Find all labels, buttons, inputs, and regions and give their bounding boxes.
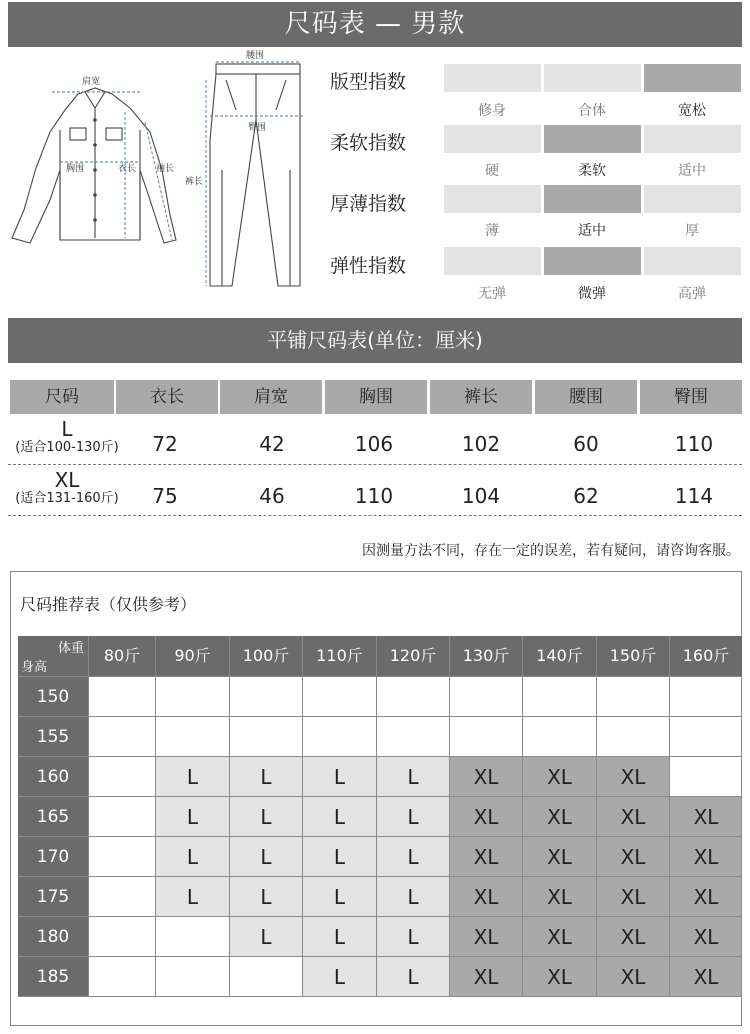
waist-label: 腰围 (246, 51, 265, 61)
size-cell: XL (669, 796, 742, 836)
l-waist: 60 (573, 432, 599, 456)
flat-header-shoulder: 肩宽 (220, 380, 322, 414)
size-cell (376, 676, 449, 716)
soft-index-label: 柔软指数 (330, 132, 407, 154)
size-cell: L (155, 876, 229, 916)
row-divider (8, 515, 742, 516)
size-cell: L (229, 756, 302, 796)
size-cell: XL (596, 796, 669, 836)
soft-bar-2 (544, 125, 641, 153)
length-label: 衣长 (118, 164, 137, 174)
elastic-opt-3: 高弹 (678, 286, 706, 302)
l-hip: 110 (674, 432, 714, 456)
fit-bar-2 (544, 64, 641, 92)
elastic-opt-1: 无弹 (478, 286, 506, 302)
soft-opt-3: 适中 (678, 163, 706, 179)
thick-opt-1: 薄 (485, 223, 499, 239)
grid-right-border (741, 676, 742, 996)
size-cell: XL (669, 916, 742, 956)
elastic-bar-1 (444, 247, 541, 275)
size-cell: XL (449, 756, 522, 796)
size-l-note: (适合100-130斤) (15, 440, 119, 455)
xl-length: 75 (152, 484, 178, 508)
size-cell: L (155, 836, 229, 876)
garment-illustration (0, 50, 320, 300)
height-header: 155 (18, 716, 88, 756)
fit-opt-3: 宽松 (678, 103, 706, 119)
fit-bar-1 (444, 64, 541, 92)
weight-header: 150斤 (596, 636, 669, 676)
size-xl-note: (适合131-160斤) (15, 491, 119, 506)
size-cell (669, 756, 742, 796)
weight-header: 130斤 (449, 636, 522, 676)
l-length: 72 (152, 432, 178, 456)
size-cell: XL (596, 836, 669, 876)
size-cell: XL (596, 916, 669, 956)
size-cell: XL (522, 756, 596, 796)
xl-hip: 114 (674, 484, 714, 508)
size-cell (155, 676, 229, 716)
size-cell (88, 716, 155, 756)
size-cell: XL (596, 956, 669, 996)
size-cell (229, 676, 302, 716)
size-cell (302, 716, 376, 756)
size-cell: L (376, 796, 449, 836)
size-cell: XL (522, 836, 596, 876)
size-cell (88, 676, 155, 716)
size-cell (229, 956, 302, 996)
size-cell (88, 796, 155, 836)
size-cell: L (302, 876, 376, 916)
elastic-bar-3 (644, 247, 741, 275)
corner-weight: 体重 (57, 641, 84, 656)
size-cell: L (376, 876, 449, 916)
size-cell (449, 716, 522, 756)
size-cell: L (302, 836, 376, 876)
thick-opt-3: 厚 (685, 223, 699, 239)
size-cell (88, 956, 155, 996)
size-cell (669, 676, 742, 716)
size-cell: L (376, 836, 449, 876)
size-cell: XL (669, 836, 742, 876)
flat-header-hip: 臀围 (640, 380, 742, 414)
size-cell: XL (449, 836, 522, 876)
height-header: 150 (18, 676, 88, 716)
size-cell: XL (449, 796, 522, 836)
height-header: 165 (18, 796, 88, 836)
weight-header: 140斤 (522, 636, 596, 676)
size-cell: L (302, 956, 376, 996)
size-cell: L (229, 836, 302, 876)
size-cell: L (376, 756, 449, 796)
shoulder-label: 肩宽 (82, 77, 101, 87)
size-cell: XL (449, 876, 522, 916)
height-header: 185 (18, 956, 88, 996)
size-cell (302, 676, 376, 716)
fit-opt-1: 修身 (478, 103, 506, 119)
size-cell (596, 716, 669, 756)
row-divider (8, 464, 742, 465)
weight-header: 110斤 (302, 636, 376, 676)
sleeve-label: 袖长 (156, 164, 175, 174)
size-cell: XL (522, 796, 596, 836)
size-xl-label: XL (54, 468, 80, 492)
size-cell (88, 756, 155, 796)
height-header: 160 (18, 756, 88, 796)
measurement-note: 因测量方法不同，存在一定的误差，若有疑问，请咨询客服。 (362, 543, 740, 559)
thick-bar-1 (444, 185, 541, 213)
elastic-index-label: 弹性指数 (330, 255, 407, 277)
grid-bottom-border (18, 996, 742, 997)
weight-header: 120斤 (376, 636, 449, 676)
size-cell (155, 916, 229, 956)
l-chest: 106 (354, 432, 394, 456)
flat-table-title: 平铺尺码表(单位：厘米) (8, 318, 742, 363)
xl-chest: 110 (354, 484, 394, 508)
weight-header: 160斤 (669, 636, 742, 676)
size-cell: L (302, 796, 376, 836)
size-cell: XL (596, 876, 669, 916)
weight-header: 90斤 (155, 636, 229, 676)
height-header: 170 (18, 836, 88, 876)
flat-header-size: 尺码 (10, 380, 114, 414)
soft-bar-3 (644, 125, 741, 153)
flat-header-pants-length: 裤长 (430, 380, 532, 414)
size-cell: XL (522, 956, 596, 996)
size-cell (88, 836, 155, 876)
fit-opt-2: 合体 (578, 103, 606, 119)
size-cell (155, 956, 229, 996)
size-cell: L (229, 876, 302, 916)
thick-opt-2: 适中 (578, 223, 606, 239)
hip-label: 臀围 (248, 123, 267, 133)
flat-header-chest: 胸围 (325, 380, 427, 414)
size-cell (522, 676, 596, 716)
soft-bar-1 (444, 125, 541, 153)
elastic-opt-2: 微弹 (578, 286, 606, 302)
fit-index-label: 版型指数 (330, 71, 407, 93)
size-cell (88, 876, 155, 916)
flat-header-waist: 腰围 (535, 380, 637, 414)
size-cell (155, 716, 229, 756)
height-header: 180 (18, 916, 88, 956)
size-cell: XL (669, 876, 742, 916)
l-shoulder: 42 (259, 432, 285, 456)
xl-pants-length: 104 (461, 484, 501, 508)
thickness-index-label: 厚薄指数 (330, 193, 407, 215)
size-cell: L (376, 956, 449, 996)
size-cell: L (155, 796, 229, 836)
size-cell: XL (522, 876, 596, 916)
size-cell: L (302, 916, 376, 956)
size-cell: L (302, 756, 376, 796)
size-l-label: L (61, 417, 73, 441)
flat-header-length: 衣长 (116, 380, 218, 414)
corner-height: 身高 (21, 660, 48, 675)
weight-header: 100斤 (229, 636, 302, 676)
size-cell: XL (522, 916, 596, 956)
size-cell: XL (449, 956, 522, 996)
size-cell (596, 676, 669, 716)
size-cell: L (155, 756, 229, 796)
chest-label: 胸围 (66, 164, 85, 174)
size-cell (669, 716, 742, 756)
size-cell: L (229, 916, 302, 956)
size-cell (449, 676, 522, 716)
size-cell (88, 916, 155, 956)
thick-bar-2 (544, 185, 641, 213)
size-cell: L (229, 796, 302, 836)
elastic-bar-2 (544, 247, 641, 275)
recommend-corner (18, 636, 88, 676)
xl-shoulder: 46 (259, 484, 285, 508)
size-cell: XL (449, 916, 522, 956)
flat-row-size-xl (8, 469, 126, 507)
flat-row-size-l (8, 418, 126, 456)
size-cell: L (376, 916, 449, 956)
soft-opt-2: 柔软 (578, 163, 606, 179)
shirt-pants-diagram (0, 50, 320, 300)
size-cell (229, 716, 302, 756)
xl-waist: 62 (573, 484, 599, 508)
pants-length-label: 裤长 (185, 177, 204, 187)
size-cell: XL (669, 956, 742, 996)
soft-opt-1: 硬 (485, 163, 499, 179)
size-cell (376, 716, 449, 756)
size-cell: XL (596, 756, 669, 796)
height-header: 175 (18, 876, 88, 916)
thick-bar-3 (644, 185, 741, 213)
page-title: 尺码表 — 男款 (8, 2, 742, 47)
size-cell (522, 716, 596, 756)
recommend-title: 尺码推荐表（仅供参考） (20, 595, 197, 614)
weight-header: 80斤 (88, 636, 155, 676)
l-pants-length: 102 (461, 432, 501, 456)
fit-bar-3 (644, 64, 741, 92)
